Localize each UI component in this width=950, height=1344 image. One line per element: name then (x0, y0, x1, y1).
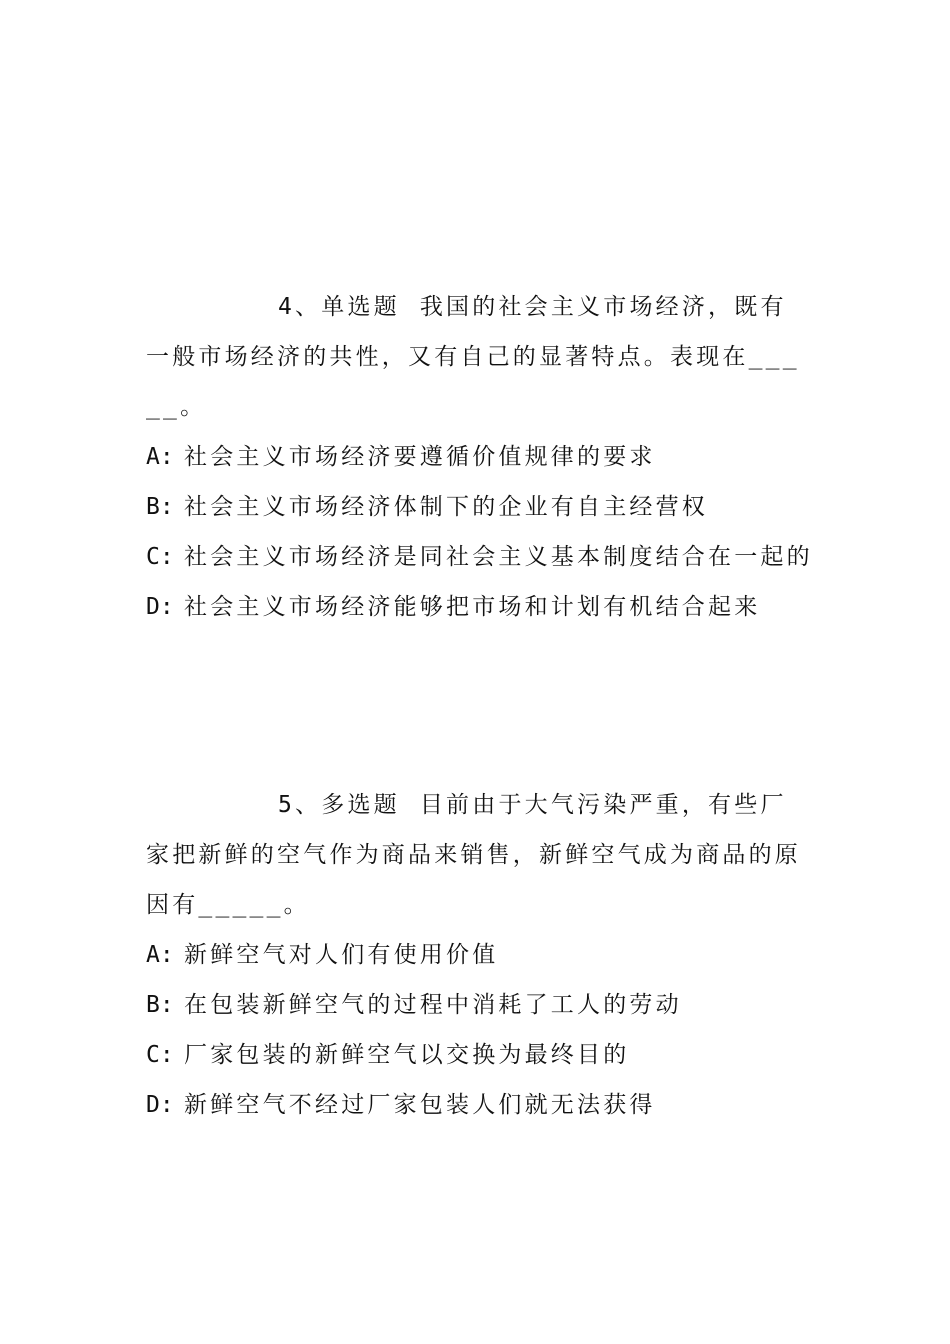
option-text: 社会主义市场经济能够把市场和计划有机结合起来 (184, 594, 761, 620)
option-letter: B: (146, 494, 174, 520)
option-c (146, 532, 813, 582)
question-text: 我国的社会主义市场经济，既有一般市场经济的共性，又有自己的显著特点。表现在_____。 (146, 294, 800, 420)
question-4 (146, 282, 813, 632)
question-stem (146, 282, 806, 432)
question-number: 5、 (278, 792, 322, 818)
option-letter: D: (146, 1092, 174, 1118)
option-text: 社会主义市场经济体制下的企业有自主经营权 (184, 494, 708, 520)
option-c (146, 1030, 806, 1080)
option-text: 社会主义市场经济要遵循价值规律的要求 (184, 444, 656, 470)
option-letter: C: (146, 1042, 174, 1068)
option-d (146, 1080, 806, 1130)
option-text: 厂家包装的新鲜空气以交换为最终目的 (184, 1042, 630, 1068)
option-d (146, 582, 806, 632)
question-5 (146, 780, 806, 1130)
option-text: 社会主义市场经济是同社会主义基本制度结合在一起的 (184, 544, 813, 570)
option-a (146, 432, 806, 482)
option-letter: C: (146, 544, 174, 570)
option-text: 新鲜空气对人们有使用价值 (184, 942, 499, 968)
option-b (146, 482, 806, 532)
option-a (146, 930, 806, 980)
question-text: 目前由于大气污染严重，有些厂家把新鲜的空气作为商品来销售，新鲜空气成为商品的原因有_____。 (146, 792, 801, 918)
option-letter: B: (146, 992, 174, 1018)
question-type: 多选题 (321, 792, 400, 818)
option-letter: D: (146, 594, 174, 620)
option-b (146, 980, 806, 1030)
question-number: 4、 (278, 294, 322, 320)
option-letter: A: (146, 444, 174, 470)
option-text: 新鲜空气不经过厂家包装人们就无法获得 (184, 1092, 656, 1118)
question-type: 单选题 (321, 294, 400, 320)
question-stem (146, 780, 806, 930)
option-letter: A: (146, 942, 174, 968)
option-text: 在包装新鲜空气的过程中消耗了工人的劳动 (184, 992, 682, 1018)
